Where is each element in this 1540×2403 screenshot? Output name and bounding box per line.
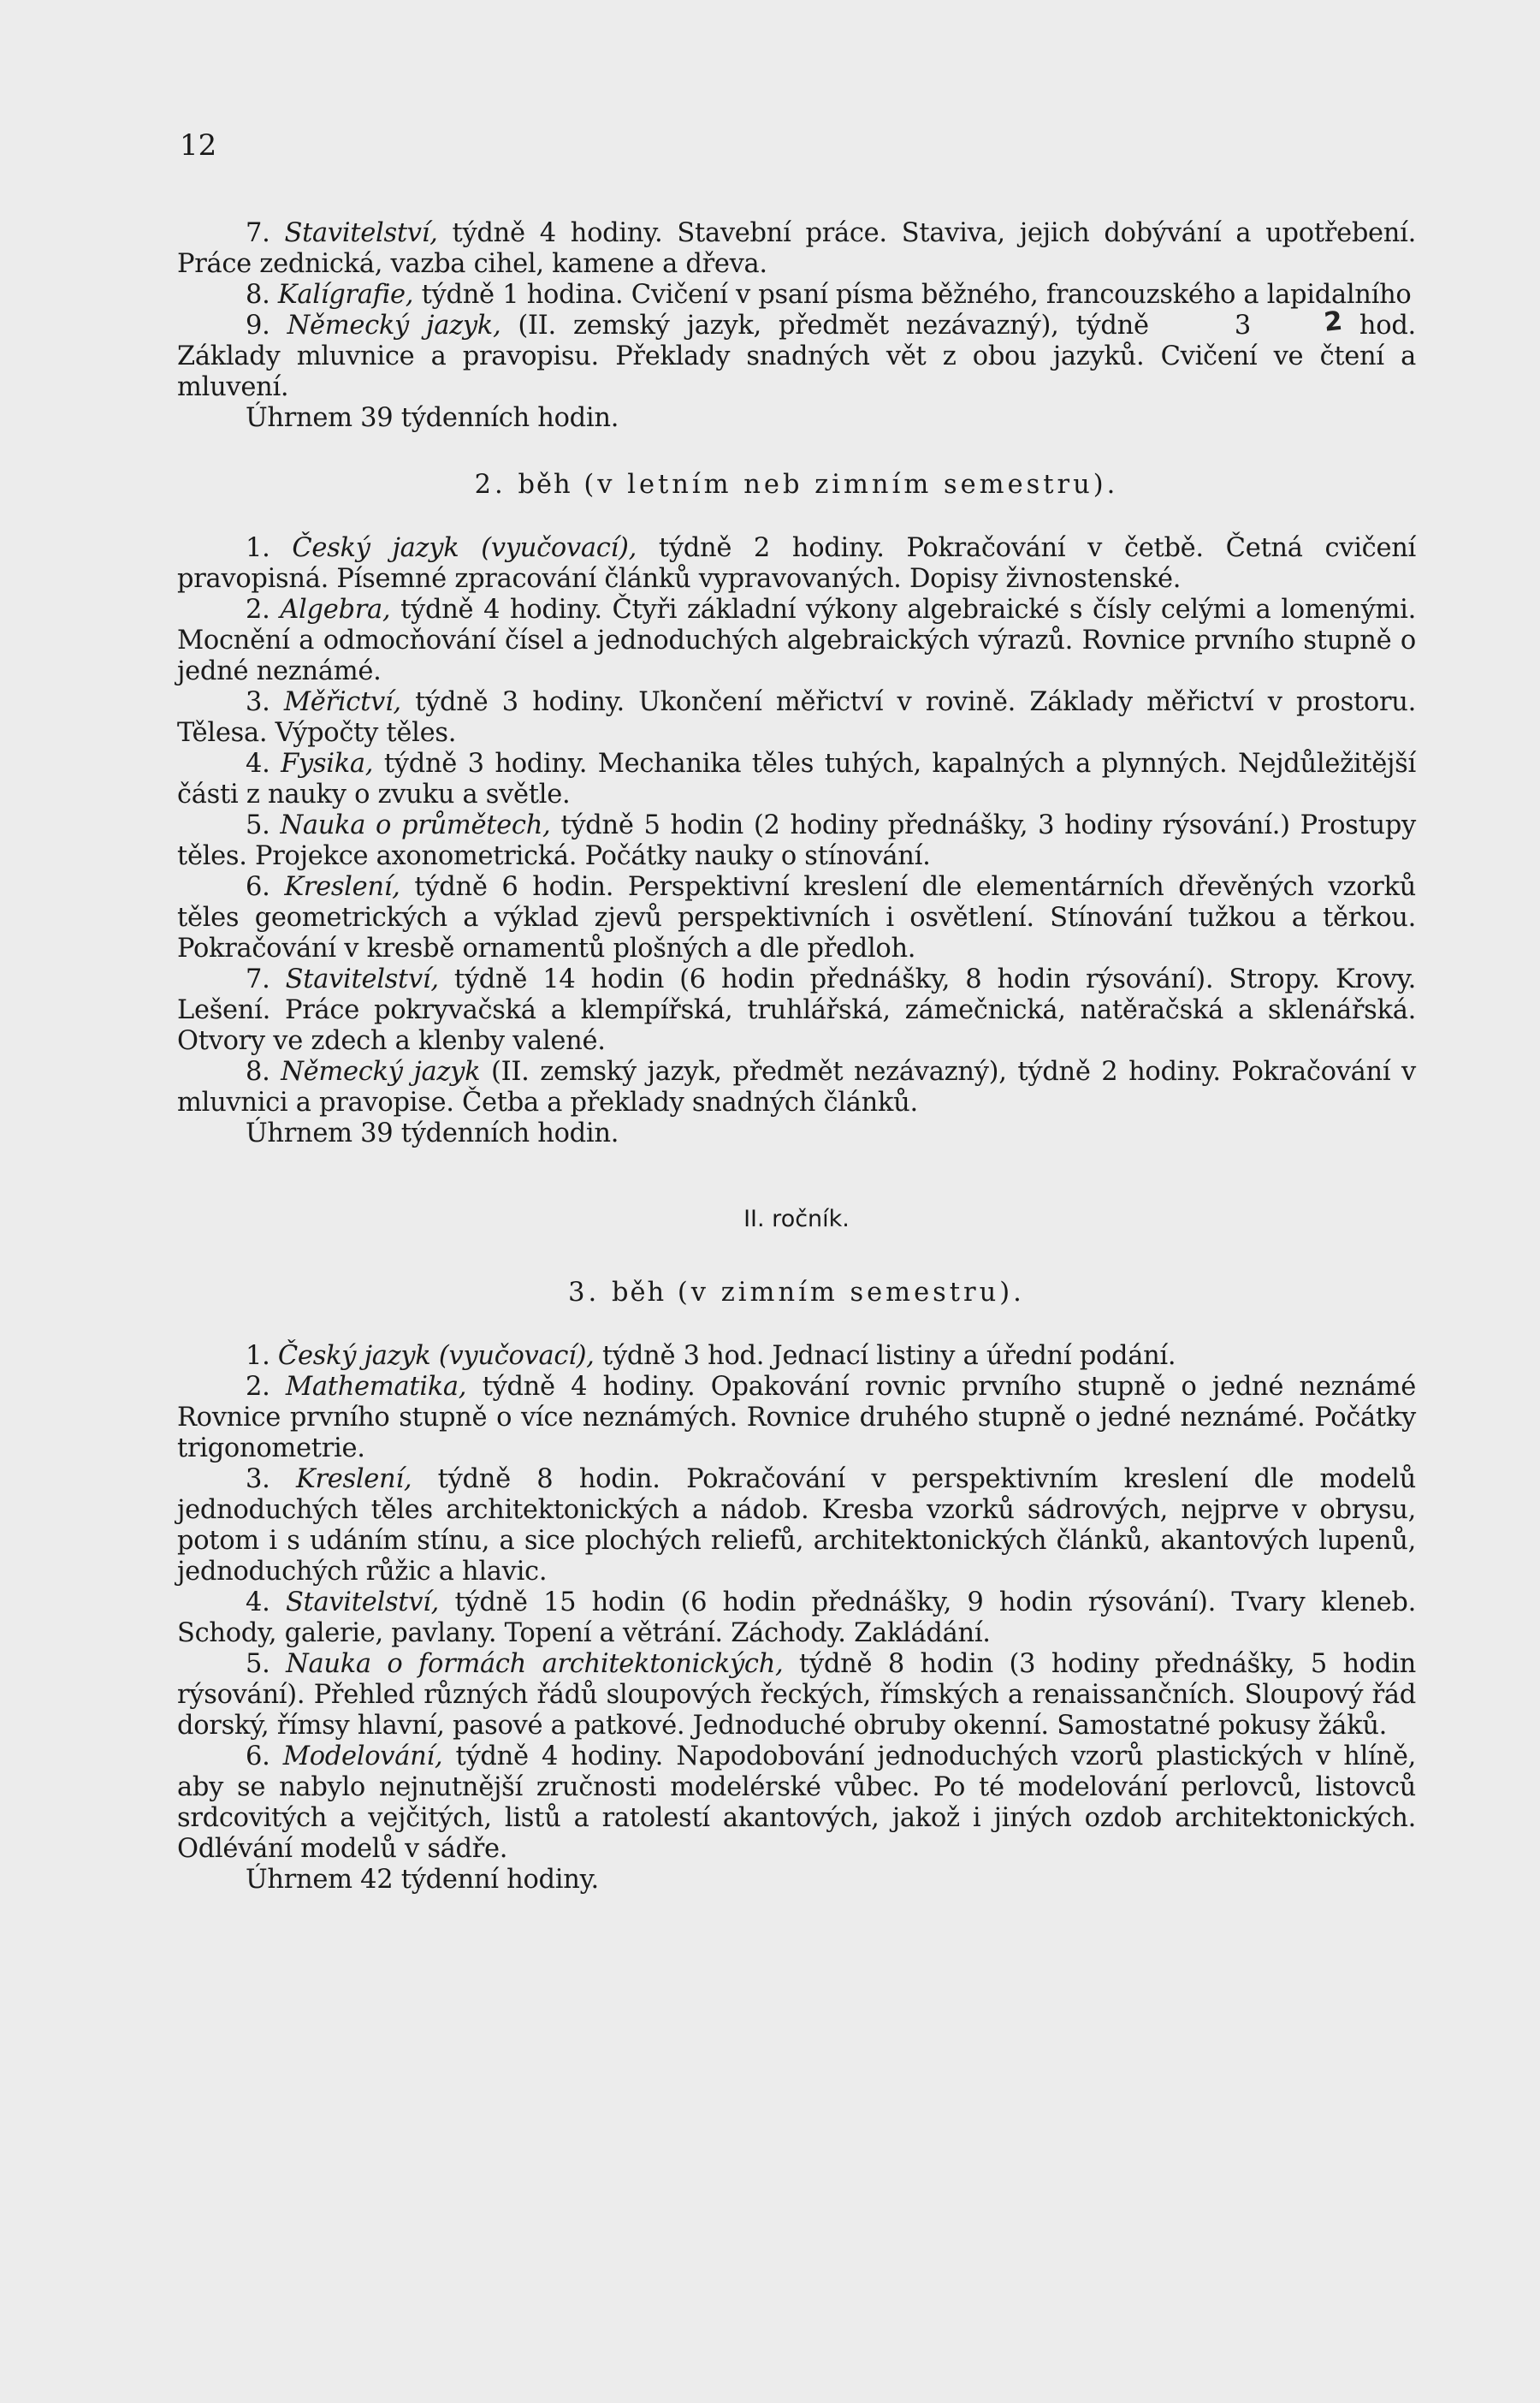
item-description: týdně 15 hodin (6 hodin přednášky, 9 hodin rýsování). Tvary kleneb. Schody, galerie, pavlany. Topení a větrání. Záchody. Zakládání. <box>177 1587 1416 1648</box>
subject-name: Modelování, <box>282 1741 443 1771</box>
item-description: týdně 14 hodin (6 hodin přednášky, 8 hodin rýsování). Stropy. Krovy. Lešení. Práce pokryvačská a klempířská, truhlářská, zámečnická, natěračská a sklenářská. Otvory ve zdech a klenby valené. <box>177 964 1416 1056</box>
corrected-hours <box>1166 306 1344 341</box>
curriculum-item <box>177 595 1416 687</box>
subject-name: Stavitelství, <box>284 218 438 248</box>
item-number: 4. <box>246 749 270 779</box>
subject-name: Německý jazyk <box>281 1057 481 1087</box>
item-number: 1. <box>246 1341 270 1371</box>
item-description: týdně 8 hodin (3 hodiny přednášky, 5 hodin rýsování). Přehled různých řádů sloupových řeckých, římských a renaissančních. Sloupový řád dorský, římsy hlavní, pasové a patkové. Jednoduché obruby okenní. Samostatné pokusy žáků. <box>177 1649 1416 1741</box>
curriculum-item <box>177 280 1416 311</box>
section-2 <box>177 533 1416 1149</box>
page-number: 12 <box>180 128 217 163</box>
page-content <box>177 218 1416 1896</box>
curriculum-item <box>177 1057 1416 1118</box>
item-description: (II. zemský jazyk, předmět nezávazný), týdně <box>518 311 1149 341</box>
item-number: 6. <box>246 1741 270 1771</box>
section-1 <box>177 218 1416 434</box>
item-description: týdně 5 hodin (2 hodiny přednášky, 3 hodiny rýsování.) Prostupy těles. Projekce axonometrická. Počátky nauky o stínování. <box>177 810 1416 871</box>
subject-name: Kreslení, <box>284 872 400 902</box>
subject-name: Německý jazyk, <box>287 311 501 341</box>
item-description: týdně 3 hodiny. Mechanika těles tuhých, kapalných a plynných. Nejdůležitější části z nauky o zvuku a světle. <box>177 749 1416 810</box>
curriculum-item <box>177 1464 1416 1587</box>
item-number: 8. <box>246 1057 270 1087</box>
subject-name: Kreslení, <box>295 1464 412 1494</box>
item-number: 8. <box>246 280 270 310</box>
subject-name: Český jazyk (vyučovací), <box>292 533 637 563</box>
item-description: (II. zemský jazyk, předmět nezávazný), týdně 2 hodiny. Pokračování v mluvnici a pravopise. Četba a překlady snadných článků. <box>177 1057 1416 1118</box>
item-description: týdně 4 hodiny. Stavební práce. Staviva, jejich dobývání a upotřebení. Práce zednická, vazba cihel, kamene a dřeva. <box>177 218 1416 279</box>
weekly-total: Úhrnem 39 týdenních hodin. <box>246 403 619 433</box>
subject-name: Mathematika, <box>285 1372 467 1402</box>
heading-beh: běh <box>611 1278 666 1308</box>
item-description: týdně 8 hodin. Pokračování v perspektivním kreslení dle modelů jednoduchých těles architektonických a nádob. Kresba vzorků sádrových, nejprve v obrysu, potom i s udáním stínu, a sice plochých reliefů, architektonických článků, akantových lupenů, jednoduchých růžic a hlavic. <box>177 1464 1416 1587</box>
item-description: týdně 2 hodiny. Pokračování v četbě. Četná cvičení pravopisná. Písemné zpracování článků vypravovaných. Dopisy živnostenské. <box>177 533 1416 594</box>
item-number: 3. <box>246 687 270 717</box>
subject-name: Nauka o průmětech, <box>280 810 551 840</box>
heading-number: 3. <box>568 1278 601 1308</box>
subject-name: Český jazyk (vyučovací), <box>277 1341 595 1371</box>
curriculum-item <box>177 533 1416 595</box>
heading-semester: (v zimním semestru). <box>677 1278 1025 1308</box>
heading-number: 2. <box>474 470 506 500</box>
item-number: 2. <box>246 595 270 625</box>
item-description: týdně 4 hodiny. Napodobování jednoduchých vzorů plastických v hlíně, aby se nabylo nejnutnější zručnosti modelérské vůbec. Po té modelování perlovců, listovců srdcovitých a vejčitých, listů a ratolestí akantových, jakož i jiných ozdob architektonických. Odlévání modelů v sádře. <box>177 1741 1417 1864</box>
item-number: 9. <box>246 311 270 341</box>
subject-name: Kalígrafie, <box>277 280 414 310</box>
curriculum-item <box>177 1341 1416 1372</box>
item-description: týdně 3 hodiny. Ukončení měřictví v rovině. Základy měřictví v prostoru. Tělesa. Výpočty těles. <box>177 687 1416 748</box>
year-heading: II. ročník. <box>743 1206 850 1232</box>
subject-name: Fysika, <box>281 749 374 779</box>
subject-name: Nauka o formách architektonických, <box>286 1649 784 1679</box>
item-description: týdně 4 hodiny. Opakování rovnic prvního stupně o jedné neznámé Rovnice prvního stupně o více neznámých. Rovnice druhého stupně o jedné neznámé. Počátky trigonometrie. <box>177 1372 1416 1463</box>
item-number: 1. <box>246 533 270 563</box>
curriculum-item <box>177 687 1416 749</box>
item-description: týdně 1 hodina. Cvičení v psaní písma běžného, francouzského a lapidalního <box>421 280 1412 310</box>
item-number: 6. <box>246 872 270 902</box>
weekly-total: Úhrnem 42 týdenní hodiny. <box>246 1865 599 1895</box>
item-description: týdně 3 hod. Jednací listiny a úřední podání. <box>602 1341 1176 1371</box>
item-number: 7. <box>246 964 270 994</box>
handwritten-correction: 2 <box>1322 306 1344 338</box>
section-heading <box>177 1278 1416 1308</box>
item-number: 2. <box>246 1372 270 1402</box>
subject-name: Měřictví, <box>283 687 401 717</box>
item-number: 4. <box>246 1587 270 1617</box>
curriculum-item <box>177 749 1416 810</box>
weekly-total: Úhrnem 39 týdenních hodin. <box>246 1118 619 1148</box>
printed-hours: 3 <box>1234 311 1251 341</box>
item-number: 7. <box>246 218 270 248</box>
curriculum-item <box>177 810 1416 872</box>
item-description: týdně 4 hodiny. Čtyři základní výkony algebraické s čísly celými a lomenými. Mocnění a odmocňování čísel a jednoduchých algebraických výrazů. Rovnice prvního stupně o jedné neznámé. <box>177 595 1416 686</box>
curriculum-item <box>177 306 1416 403</box>
subject-name: Stavitelství, <box>285 964 439 994</box>
item-description: hod. Základy mluvnice a pravopisu. Překlady snadných vět z obou jazyků. Cvičení ve čtení a mluvení. <box>177 311 1416 402</box>
section-heading <box>177 470 1416 501</box>
curriculum-item <box>177 218 1416 280</box>
curriculum-item <box>177 872 1416 964</box>
item-description: týdně 6 hodin. Perspektivní kreslení dle elementárních dřevěných vzorků těles geometrických a výklad zjevů perspektivních i osvětlení. Stínování tužkou a těrkou. Pokračování v kresbě ornamentů plošných a dle předloh. <box>177 872 1416 964</box>
subject-name: Algebra, <box>280 595 391 625</box>
curriculum-item <box>177 964 1416 1057</box>
curriculum-item <box>177 1741 1416 1865</box>
item-number: 3. <box>246 1464 270 1494</box>
item-number: 5. <box>246 810 270 840</box>
heading-semester: (v letním neb zimním semestru). <box>583 470 1119 500</box>
curriculum-item <box>177 1649 1416 1741</box>
item-number: 5. <box>246 1649 270 1679</box>
section-3 <box>177 1341 1416 1896</box>
curriculum-item <box>177 1587 1416 1649</box>
curriculum-item <box>177 1372 1416 1464</box>
heading-beh: běh <box>518 470 572 500</box>
subject-name: Stavitelství, <box>285 1587 440 1617</box>
